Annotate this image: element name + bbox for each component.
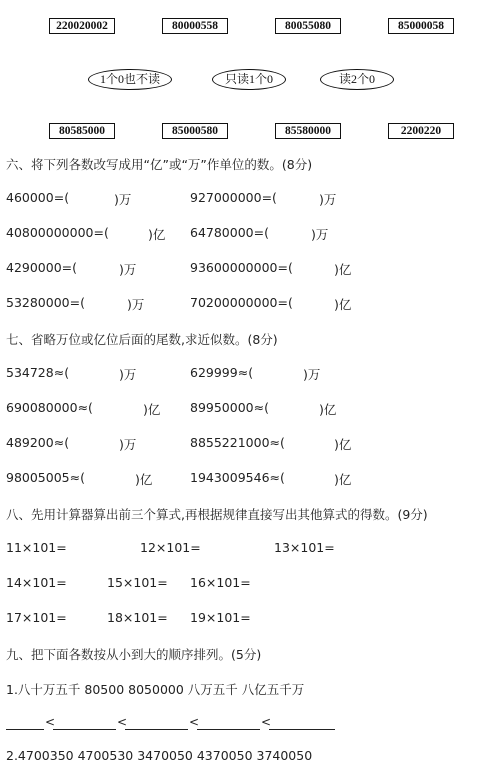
answer-blank[interactable] <box>6 729 44 730</box>
s6-q8-left: 70200000000=( <box>190 295 293 310</box>
section-6-title: 六、将下列各数改写成用“亿”或“万”作单位的数。(8分) <box>6 157 313 172</box>
less-than-sign: < <box>45 715 56 729</box>
s7-q8-left: 1943009546≈( <box>190 470 285 485</box>
category-oval: 1个0也不读 <box>88 69 172 90</box>
s9-question-1: 1.八十万五千 80500 8050000 八万五千 八亿五千万 <box>6 682 305 697</box>
number-box: 220020002 <box>49 18 115 34</box>
s6-q6-right: )亿 <box>334 262 352 277</box>
s6-q1-right: )万 <box>114 192 132 207</box>
s7-q3-right: )亿 <box>143 402 161 417</box>
less-than-sign: < <box>117 715 128 729</box>
s6-q5-left: 4290000=( <box>6 260 78 275</box>
answer-blank[interactable] <box>197 729 260 730</box>
s6-q2-right: )万 <box>319 192 337 207</box>
answer-blank[interactable] <box>269 729 335 730</box>
s7-q7-left: 98005005≈( <box>6 470 85 485</box>
s8-expr-3: 13×101= <box>274 540 335 555</box>
s7-q2-left: 629999≈( <box>190 365 254 380</box>
answer-blank[interactable] <box>125 729 188 730</box>
s6-q6-left: 93600000000=( <box>190 260 293 275</box>
s8-expr-1: 11×101= <box>6 540 67 555</box>
section-9-title: 九、把下面各数按从小到大的顺序排列。(5分) <box>6 647 262 662</box>
s6-q3-left: 40800000000=( <box>6 225 109 240</box>
s7-q6-right: )亿 <box>334 437 352 452</box>
s6-q7-left: 53280000=( <box>6 295 85 310</box>
number-box: 85000058 <box>388 18 454 34</box>
s8-expr-9: 19×101= <box>190 610 251 625</box>
s7-q4-right: )亿 <box>319 402 337 417</box>
category-oval: 只读1个0 <box>212 69 286 90</box>
s8-expr-8: 18×101= <box>107 610 168 625</box>
number-box: 85580000 <box>275 123 341 139</box>
s7-q3-left: 690080000≈( <box>6 400 93 415</box>
s7-q2-right: )万 <box>303 367 321 382</box>
s7-q8-right: )亿 <box>334 472 352 487</box>
s7-q6-left: 8855221000≈( <box>190 435 285 450</box>
s9-question-2: 2.4700350 4700530 3470050 4370050 3740050 <box>6 748 313 763</box>
s8-expr-4: 14×101= <box>6 575 67 590</box>
s6-q4-right: )万 <box>311 227 329 242</box>
number-box: 80055080 <box>275 18 341 34</box>
s7-q4-left: 89950000≈( <box>190 400 269 415</box>
number-box: 2200220 <box>388 123 454 139</box>
s7-q1-right: )万 <box>119 367 137 382</box>
s6-q7-right: )万 <box>127 297 145 312</box>
number-box: 80585000 <box>49 123 115 139</box>
section-7-title: 七、省略万位或亿位后面的尾数,求近似数。(8分) <box>6 332 278 347</box>
s6-q8-right: )亿 <box>334 297 352 312</box>
less-than-sign: < <box>261 715 272 729</box>
number-box: 80000558 <box>162 18 228 34</box>
s7-q5-left: 489200≈( <box>6 435 70 450</box>
s8-expr-5: 15×101= <box>107 575 168 590</box>
s6-q5-right: )万 <box>119 262 137 277</box>
number-box: 85000580 <box>162 123 228 139</box>
less-than-sign: < <box>189 715 200 729</box>
s6-q2-left: 927000000=( <box>190 190 277 205</box>
s7-q7-right: )亿 <box>135 472 153 487</box>
section-8-title: 八、先用计算器算出前三个算式,再根据规律直接写出其他算式的得数。(9分) <box>6 507 428 522</box>
s7-q5-right: )万 <box>119 437 137 452</box>
s7-q1-left: 534728≈( <box>6 365 70 380</box>
s8-expr-2: 12×101= <box>140 540 201 555</box>
s8-expr-6: 16×101= <box>190 575 251 590</box>
s6-q3-right: )亿 <box>148 227 166 242</box>
s8-expr-7: 17×101= <box>6 610 67 625</box>
s6-q4-left: 64780000=( <box>190 225 269 240</box>
answer-blank[interactable] <box>53 729 116 730</box>
s6-q1-left: 460000=( <box>6 190 70 205</box>
category-oval: 读2个0 <box>320 69 394 90</box>
